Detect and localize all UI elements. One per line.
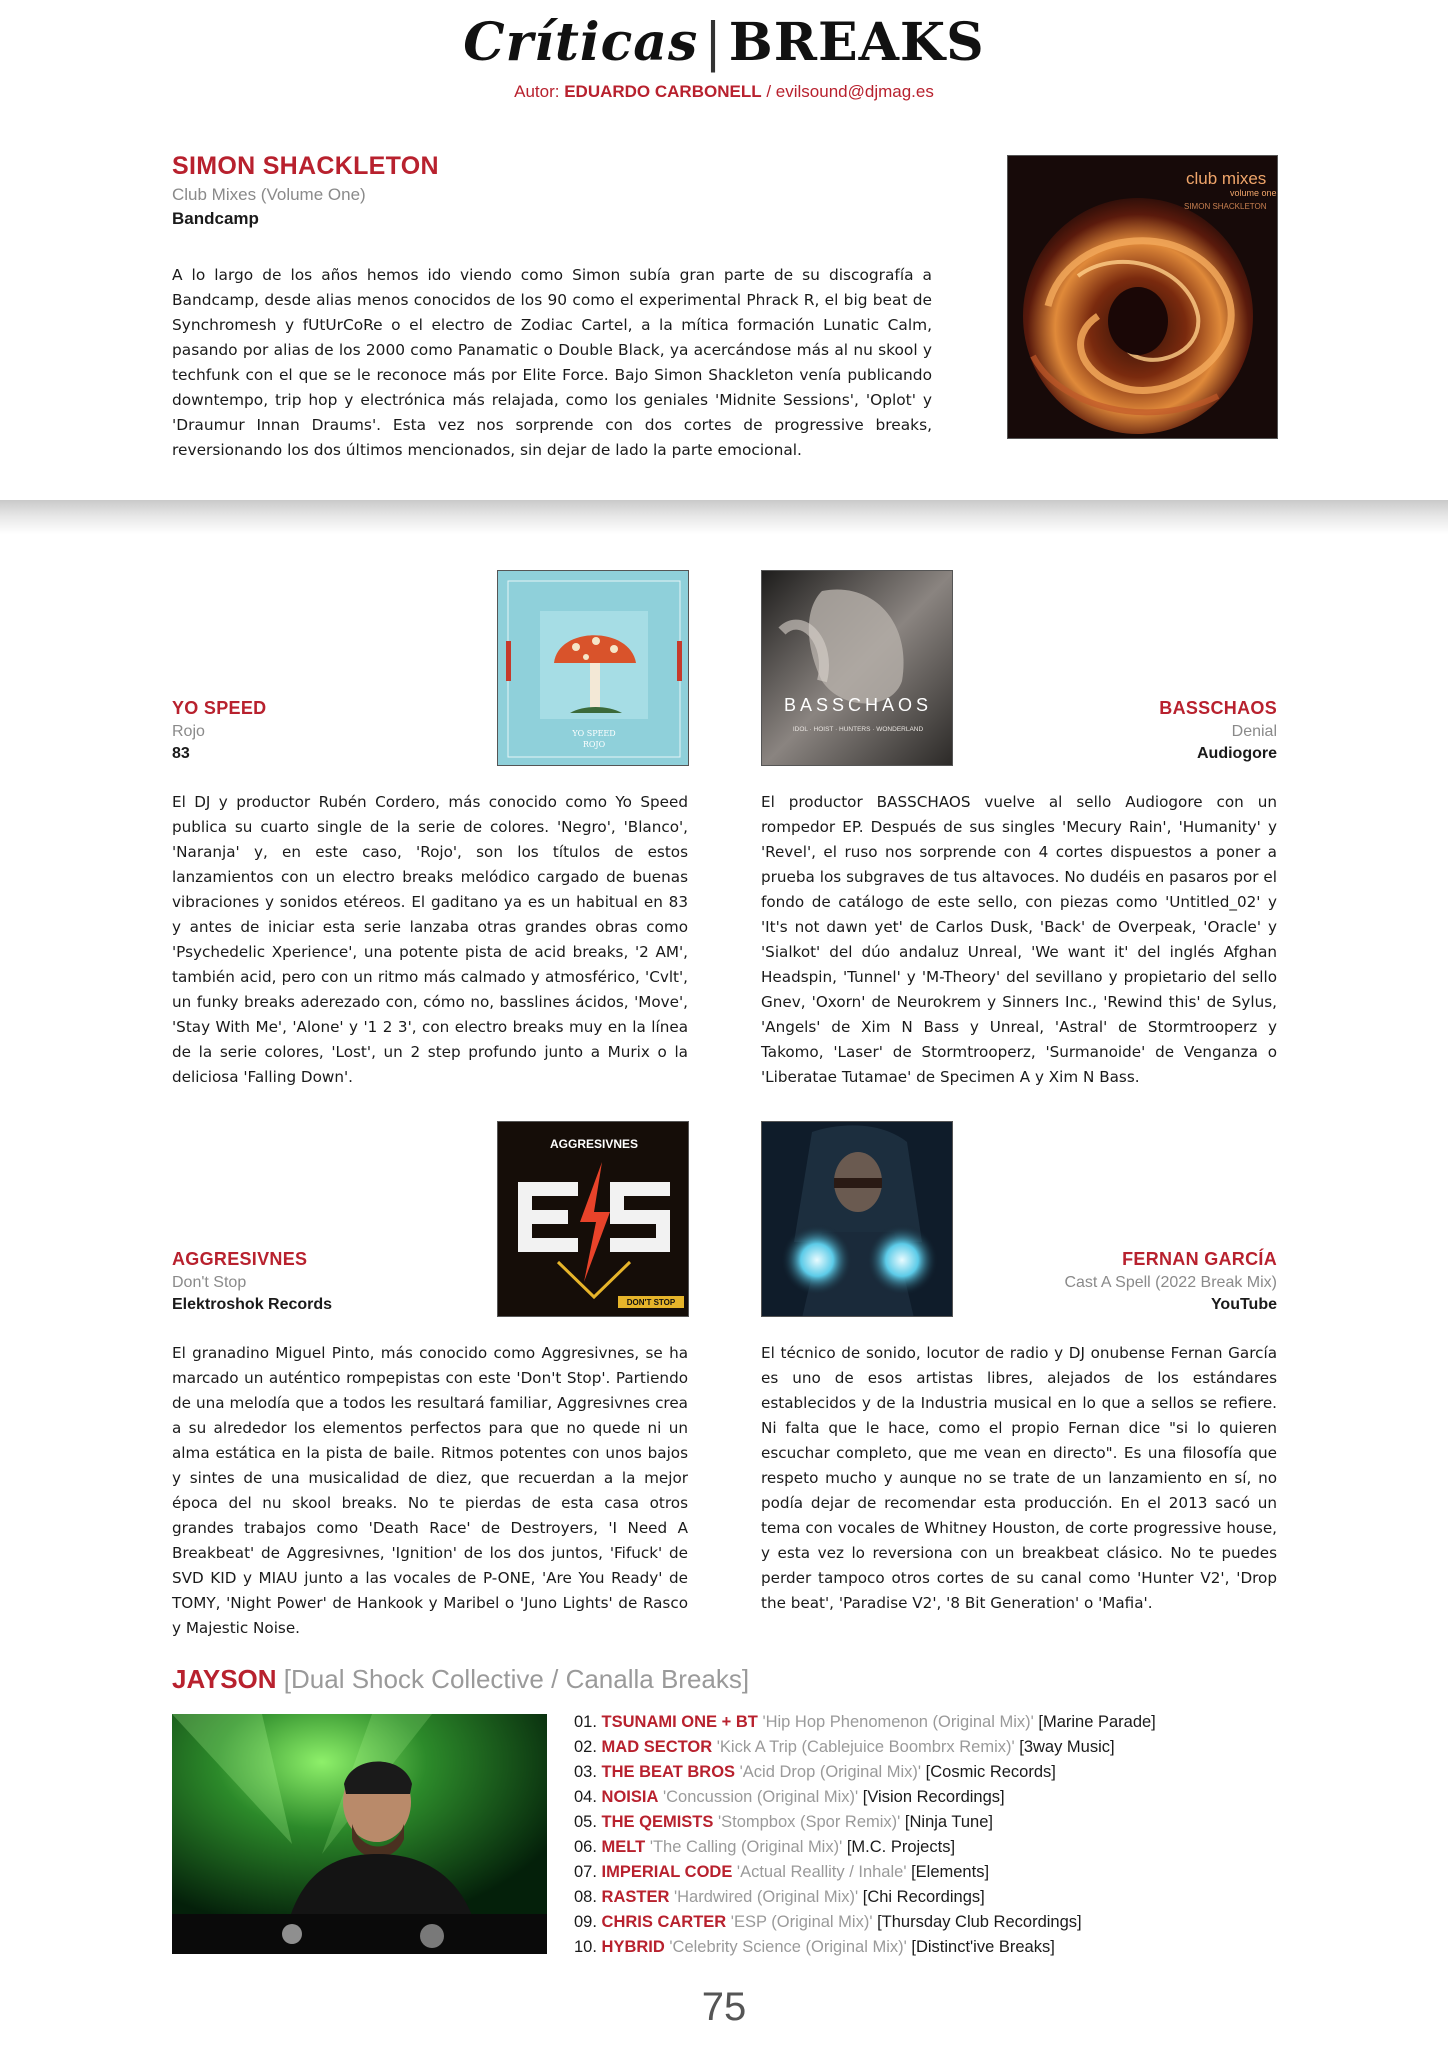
author-email[interactable]: evilsound@djmag.es: [775, 82, 934, 101]
genre-title: BREAKS: [728, 12, 985, 73]
track-number: 04.: [574, 1788, 597, 1806]
track-artist: TSUNAMI ONE + BT: [601, 1713, 758, 1731]
track-number: 03.: [574, 1763, 597, 1781]
chart-track: [574, 1785, 1274, 1810]
track-title: 'Actual Reallity / Inhale': [736, 1863, 907, 1881]
review-release: Club Mixes (Volume One): [172, 185, 366, 204]
track-artist: RASTER: [601, 1888, 670, 1906]
chart-track: [574, 1760, 1274, 1785]
track-label: [Marine Parade]: [1038, 1713, 1156, 1731]
track-number: 05.: [574, 1813, 597, 1831]
review-artist: AGGRESIVNES: [172, 1249, 308, 1269]
track-title: 'Kick A Trip (Cablejuice Boombrx Remix)': [716, 1738, 1015, 1756]
track-artist: THE QEMISTS: [601, 1813, 714, 1831]
track-label: [Vision Recordings]: [862, 1788, 1005, 1806]
section-divider: [0, 500, 1448, 534]
chart-title: [172, 1664, 749, 1695]
review-body: El DJ y productor Rubén Cordero, más conocido como Yo Speed publica su cuarto single de la serie de colores. 'Negro', 'Blanco', 'Naranja' y, en este caso, 'Rojo', son los títulos de estos lanzamientos con un electro breaks melódico cargado de buenas vibraciones y sonidos etéreos. El gaditano ya es un habitual en 83 y antes de iniciar esta serie lanzaba otras grandes obras como 'Psychedelic Xperience', una potente pista de acid breaks, '2 AM', también acid, pero con un ritmo más calmado y atmosférico, 'Cvlt', un funky breaks aderezado con, cómo no, basslines ácidos, 'Move', 'Stay With Me', 'Alone' y '1 2 3', con electro breaks muy en la línea de la serie colores, 'Lost', un 2 step profundo junto a Murix o la deliciosa 'Falling Down'.: [172, 793, 688, 1086]
track-number: 09.: [574, 1913, 597, 1931]
cover-artist: BASSCHAOS: [783, 695, 933, 715]
track-title: 'Hardwired (Original Mix)': [673, 1888, 859, 1906]
track-artist: MELT: [601, 1838, 646, 1856]
track-label: [Chi Recordings]: [862, 1888, 985, 1906]
cover-artist: AGGRESIVNES: [549, 1137, 639, 1151]
review-body: El productor BASSCHAOS vuelve al sello Audiogore con un rompedor EP. Después de sus singles 'Mecury Rain', 'Humanity' y 'Revel', el ruso nos sorprende con 4 cortes dispuestos a poner a prueba los subgraves de tus altavoces. No dudéis en pasaros por el fondo de catálogo de este sello, con piezas como 'Untitled_02' y 'It's not dawn yet' de Carlos Dusk, 'Back' de Overpeak, 'Oracle' y 'Sialkot' del dúo andaluz Unreal, 'We want it' del inglés Afghan Headspin, 'Tunnel' y 'M-Theory' del sevillano y propietario del sello Gnev, 'Oxorn' de Neurokrem y Sinners Inc., 'Rewind this' de Sylus, 'Angels' de Xim N Bass y Unreal, 'Astral' de Stormtrooperz y Takomo, 'Laser' de Stormtrooperz, 'Surmanoide' de Venganza o 'Liberatae Tutamae' de Specimen A y Xim N Bass.: [761, 793, 1277, 1086]
author-name: EDUARDO CARBONELL: [564, 82, 762, 101]
review-body: El granadino Miguel Pinto, más conocido como Aggresivnes, se ha marcado un auténtico rompepistas con este 'Don't Stop'. Partiendo de una melodía que a todos les resultará familiar, Aggresivnes crea a su alrededor los elementos perfectos para que no quede ni un alma estática en la pista de baile. Ritmos potentes con unos bajos y sintes de una musicalidad de diez, que recuerdan a la mejor época del nu skool breaks. No te pierdas de esta casa otros grandes trabajos como 'Death Race' de Destroyers, 'I Need A Breakbeat' de Aggresivnes, 'Ignition' de los dos juntos, 'Fifuck' de SVD KID y MIAU junto a las vocales de P-ONE, 'Are You Ready' de TOMY, 'Night Power' de Hankook y Maribel o 'Juno Lights' de Rasco y Majestic Noise.: [172, 1344, 688, 1637]
track-title: 'The Calling (Original Mix)': [649, 1838, 843, 1856]
review-label: Bandcamp: [172, 209, 259, 228]
page-title: [0, 12, 1448, 73]
author-prefix: Autor:: [514, 82, 560, 101]
cover-simon-shackleton: [1007, 155, 1278, 439]
track-number: 06.: [574, 1838, 597, 1856]
track-title: 'Stompbox (Spor Remix)': [717, 1813, 901, 1831]
chart-track: [574, 1885, 1274, 1910]
track-artist: IMPERIAL CODE: [601, 1863, 733, 1881]
review-release: Rojo: [172, 723, 205, 740]
track-number: 10.: [574, 1938, 597, 1956]
cover-subtitle: volume one: [1230, 188, 1277, 198]
review-artist: FERNAN GARCÍA: [1122, 1249, 1277, 1269]
review-label: YouTube: [1210, 1296, 1277, 1313]
track-artist: HYBRID: [601, 1938, 665, 1956]
chart-track: [574, 1835, 1274, 1860]
track-label: [Cosmic Records]: [925, 1763, 1056, 1781]
dj-photo: [172, 1714, 547, 1954]
title-separator: |: [704, 13, 723, 73]
track-label: [Elements]: [911, 1863, 990, 1881]
track-artist: CHRIS CARTER: [601, 1913, 727, 1931]
review-label: Elektroshok Records: [172, 1296, 333, 1313]
chart-track: [574, 1735, 1274, 1760]
track-title: 'Celebrity Science (Original Mix)': [669, 1938, 907, 1956]
review-release: Denial: [1231, 723, 1277, 740]
track-number: 01.: [574, 1713, 597, 1731]
track-number: 07.: [574, 1863, 597, 1881]
review-body: A lo largo de los años hemos ido viendo como Simon subía gran parte de su discografía a Bandcamp, desde alias menos conocidos de los 90 como el experimental Phrack R, el big beat de Synchromesh y fUtUrCoRe o el electro de Zodiac Cartel, a la mítica formación Lunatic Calm, pasando por alias de los 2000 como Panamatic o Double Black, ya acercándose más al nu skool y techfunk con el que se le reconoce más por Elite Force. Bajo Simon Shackleton venía publicando downtempo, trip hop y electrónica más relajada, como los geniales 'Midnite Sessions', 'Oplot' y 'Draumur Innan Draums'. Esta vez nos sorprende con dos cortes de progressive breaks, reversionando los dos últimos mencionados, sin dejar de lado la parte emocional.: [172, 266, 932, 459]
section-title: Críticas: [463, 12, 699, 73]
cover-title: ROJO: [582, 740, 606, 749]
review-label: 83: [172, 745, 190, 762]
review-artist: BASSCHAOS: [1159, 698, 1277, 718]
cover-artist: SIMON SHACKLETON: [1184, 202, 1267, 211]
review-label: Audiogore: [1197, 745, 1277, 762]
cover-art-swirl: [1008, 156, 1278, 439]
track-label: [3way Music]: [1019, 1738, 1115, 1756]
track-number: 08.: [574, 1888, 597, 1906]
chart-track: [574, 1910, 1274, 1935]
track-label: [Distinct'ive Breaks]: [911, 1938, 1055, 1956]
author-sep: /: [766, 82, 772, 101]
review-basschaos: [761, 698, 1277, 1090]
review-yo-speed: [172, 698, 688, 1090]
review-aggresivnes: [172, 1249, 688, 1641]
chart-track: [574, 1860, 1274, 1885]
track-label: [Ninja Tune]: [904, 1813, 993, 1831]
track-artist: MAD SECTOR: [601, 1738, 713, 1756]
chart-dj-name: JAYSON: [172, 1664, 277, 1694]
page-number: 75: [701, 1985, 747, 2029]
review-simon-shackleton: [172, 152, 932, 463]
review-artist: SIMON SHACKLETON: [172, 152, 439, 180]
dj-photo-art: [172, 1714, 547, 1954]
chart-tracklist: [574, 1710, 1274, 1960]
chart-dj-labels: [Dual Shock Collective / Canalla Breaks]: [283, 1664, 750, 1694]
track-title: 'Hip Hop Phenomenon (Original Mix)': [762, 1713, 1034, 1731]
chart-track: [574, 1810, 1274, 1835]
track-title: 'ESP (Original Mix)': [730, 1913, 873, 1931]
track-title: 'Acid Drop (Original Mix)': [739, 1763, 922, 1781]
track-label: [M.C. Projects]: [846, 1838, 956, 1856]
chart-track: [574, 1935, 1274, 1960]
chart-track: [574, 1710, 1274, 1735]
track-artist: THE BEAT BROS: [601, 1763, 736, 1781]
review-release: Cast A Spell (2022 Break Mix): [1064, 1274, 1277, 1291]
track-artist: NOISIA: [601, 1788, 659, 1806]
cover-tracks: IDOL · HOIST · HUNTERS · WONDERLAND: [792, 726, 924, 733]
review-release: Don't Stop: [172, 1274, 247, 1291]
review-artist: YO SPEED: [172, 698, 267, 718]
review-fernan-garcia: [761, 1249, 1277, 1616]
cover-title: club mixes: [1186, 169, 1267, 188]
review-body: El técnico de sonido, locutor de radio y DJ onubense Fernan García es uno de esos artistas libres, alejados de los estándares establecidos y de la Industria musical en lo que a sellos se refiere. Ni falta que le hace, como el propio Fernan dice "si lo quieren escuchar completo, que me vean en directo". Es una filosofía que respeto mucho y aunque no se trate de un lanzamiento en sí, no podía dejar de recomendar esta producción. En el 2013 sacó un tema con vocales de Whitney Houston, de corte progressive house, y esta vez lo reversiona con un breakbeat clásico. No te puedes perder tampoco otros cortes de su canal como 'Hunter V2', 'Drop the beat', 'Paradise V2', '8 Bit Generation' o 'Mafia'.: [761, 1344, 1277, 1612]
track-label: [Thursday Club Recordings]: [877, 1913, 1082, 1931]
track-title: 'Concussion (Original Mix)': [662, 1788, 859, 1806]
cover-title: DON'T STOP: [626, 1298, 676, 1307]
track-number: 02.: [574, 1738, 597, 1756]
cover-artist: YO SPEED: [572, 729, 616, 738]
author-line: [0, 82, 1448, 102]
